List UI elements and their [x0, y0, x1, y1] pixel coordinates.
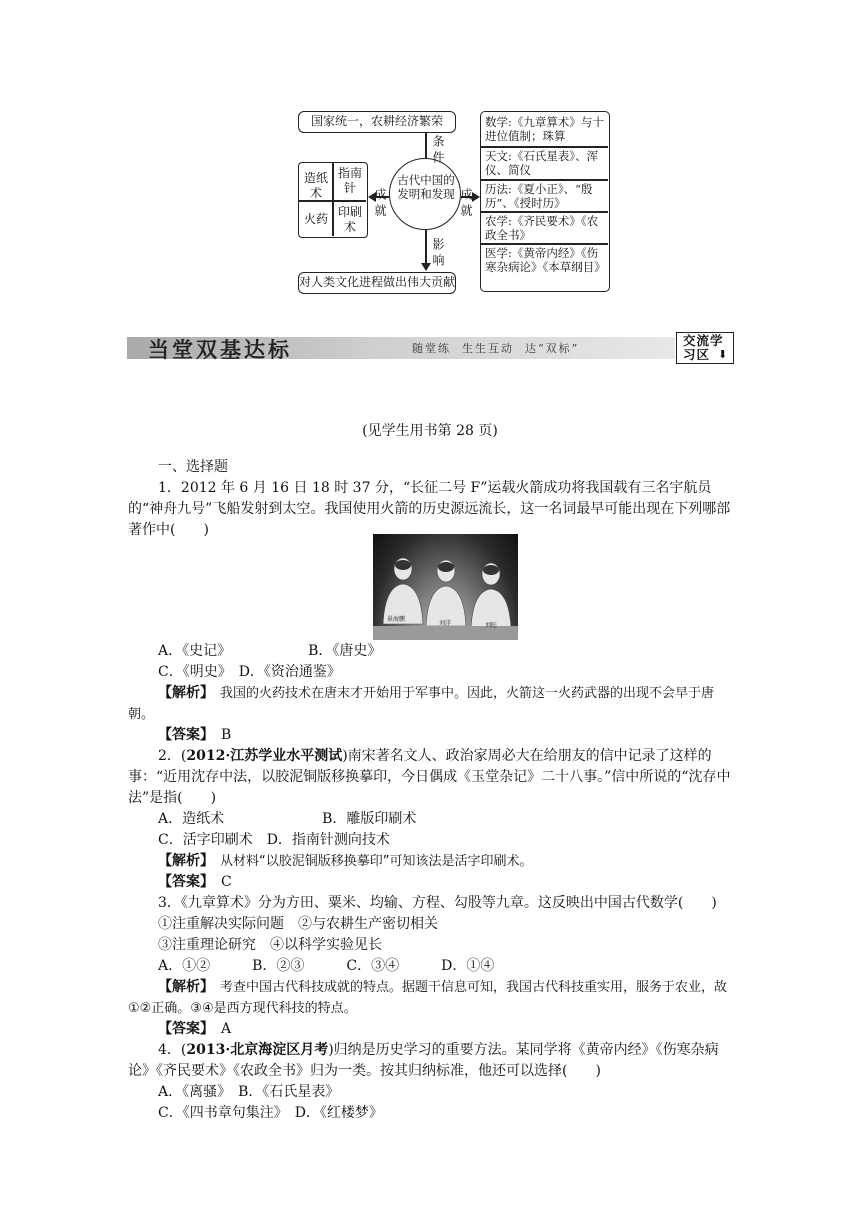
astronaut-photo — [373, 534, 518, 640]
right-stack — [480, 111, 610, 292]
q4-options-cd: C．《四书章句集注》 D．《红楼梦》 — [158, 1105, 383, 1121]
left-grid — [298, 162, 368, 238]
q1-options-ab: A．《史记》 B．《唐史》 — [158, 643, 382, 659]
q3-items-12: ①注重解决实际问题 ②与农耕生产密切相关 — [158, 916, 438, 932]
banner-tag-text: 交流学习区 — [683, 333, 724, 362]
label-achievement-left: 成就 — [373, 188, 387, 220]
q1-answer: 【答案】 B — [158, 727, 232, 743]
q3-analysis: 【解析】 考查中国古代科技成就的特点。据题干信息可知，我国古代科技重实用，服务于农业，故①②正确。③④是西方现代科技的特点。 — [128, 979, 728, 1016]
q1-analysis: 【解析】 我国的火药技术在唐末才开始用于军事中。因此，火箭这一火药武器的出现不会早于唐朝。 — [128, 685, 715, 722]
right-item-math: 数学:《九章算术》与十进位值制；珠算 — [485, 115, 604, 143]
label-influence: 影响 — [431, 238, 445, 270]
astronaut-name-1: 景海鹏 — [387, 616, 406, 623]
right-item-medicine: 医学:《黄帝内经》《伤寒杂病论》《本草纲目》 — [485, 246, 606, 274]
page-reference: (见学生用书第 28 页) — [362, 423, 498, 439]
bottom-box: 对人类文化进程做出伟大贡献 — [298, 272, 456, 294]
label-condition: 条件 — [431, 135, 445, 167]
q3-answer: 【答案】 A — [158, 1021, 232, 1037]
question-1 — [128, 478, 738, 541]
q4-options-ab: A．《离骚》 B．《石氏星表》 — [158, 1084, 340, 1100]
q1-stem: 1．2012 年 6 月 16 日 18 时 37 分，“长征二号 F”运载火箭成功将我国载有三名宇航员的“神舟九号”飞船发射到太空。我国使用火箭的历史源远流长，这一名词最早可能出现在下列哪部著作中( ) — [128, 480, 731, 538]
left-cell-4: 印刷术 — [337, 205, 362, 234]
top-box: 国家统一，农耕经济繁荣 — [298, 111, 456, 133]
section-title: 一、选择题 — [158, 459, 228, 475]
astronaut-name-2: 刘洋 — [439, 620, 452, 627]
right-item-astronomy: 天文:《石氏星表》、浑仪、简仪 — [485, 149, 599, 177]
q3-options: A．①② B．②③ C．③④ D．①④ — [158, 958, 495, 974]
arrow-down-icon: ⬇ — [718, 348, 728, 361]
q2-stem: 2．(2012·江苏学业水平测试)南宋著名文人、政治家周必大在给朋友的信中记录了这样的事：“近用沈存中法，以胶泥铜版移换摹印，今日偶成《玉堂杂记》二十八事。”信中所说的“沈存中法”是指( ) — [128, 748, 731, 806]
q2-options-cd: C．活字印刷术 D．指南针测向技术 — [158, 832, 390, 848]
q3-items-34: ③注重理论研究 ④以科学实验见长 — [158, 937, 382, 953]
label-achievement-right: 成就 — [459, 188, 473, 220]
q3-stem: 3．《九章算术》分为方田、粟米、均输、方程、勾股等九章。这反映出中国古代数学( ) — [158, 895, 717, 911]
right-item-calendar: 历法:《夏小正》、“殷历”、《授时历》 — [485, 182, 593, 210]
banner-title: 当堂双基达标 — [148, 337, 292, 362]
left-cell-2: 指南针 — [337, 166, 362, 195]
right-item-agriculture: 农学:《齐民要术》《农政全书》 — [485, 214, 599, 242]
astronaut-name-3: 刘旺 — [485, 622, 498, 629]
connector-bottom — [425, 230, 427, 264]
q2-analysis: 【解析】 从材料“以胶泥铜版移换摹印”可知该法是活字印刷术。 — [158, 853, 533, 869]
connector-top — [425, 133, 427, 159]
left-cell-3: 火药 — [303, 212, 328, 226]
left-cell-1: 造纸术 — [303, 171, 328, 200]
banner-subtitle: 随堂练 生生互动 达“双标” — [412, 342, 580, 355]
q1-options-cd: C．《明史》 D．《资治通鉴》 — [158, 664, 341, 680]
q2-options-ab: A．造纸术 B．雕版印刷术 — [158, 811, 417, 827]
q4-stem: 4．(2013·北京海淀区月考)归纳是历史学习的重要方法。某同学将《黄帝内经》《伤寒杂病论》《齐民要术》《农政全书》归为一类。按其归纳标准，他还可以选择( ) — [128, 1042, 719, 1079]
question-1-rest — [128, 641, 738, 1124]
q2-answer: 【答案】 C — [158, 874, 232, 890]
center-label: 古代中国的发明和发现 — [397, 173, 455, 201]
